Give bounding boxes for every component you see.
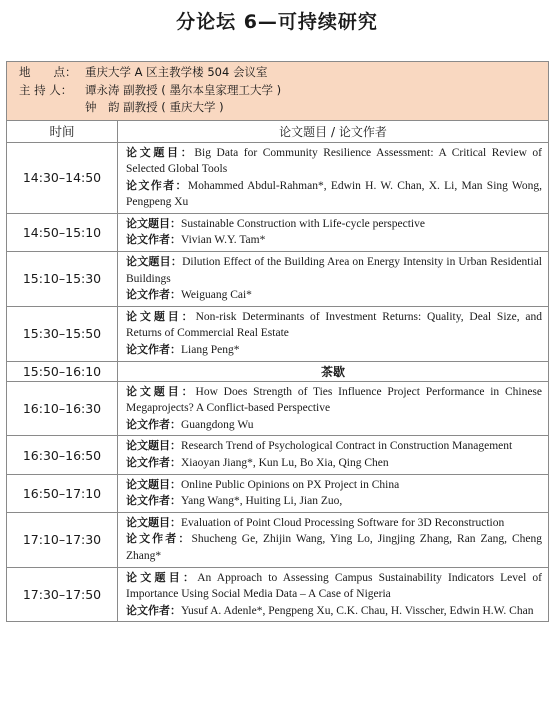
table-row [7, 512, 548, 567]
paper-author-label: 论文作者： [126, 288, 181, 302]
paper-cell [118, 252, 549, 307]
table-row [7, 142, 548, 213]
paper-author-line [126, 178, 542, 211]
paper-title-line [126, 438, 542, 455]
paper-cell [118, 567, 549, 621]
paper-title-label: 论文题目： [126, 255, 183, 269]
paper-cell [118, 213, 549, 251]
paper-cell [118, 512, 549, 567]
paper-author-label: 论文作者： [126, 343, 181, 357]
paper-title-line [126, 145, 542, 178]
paper-title: Online Public Opinions on PX Project in China [181, 478, 400, 491]
paper-title: Sustainable Construction with Life-cycle perspective [181, 217, 425, 230]
session-time: 15:10–15:30 [7, 252, 118, 307]
session-time: 17:10–17:30 [7, 512, 118, 567]
schedule-sheet [6, 61, 549, 622]
paper-author-line [126, 287, 542, 304]
session-time: 16:10–16:30 [7, 381, 118, 436]
paper-title-line [126, 254, 542, 287]
session-time: 16:30–16:50 [7, 436, 118, 474]
location-row [19, 64, 542, 82]
paper-author-line [126, 455, 542, 472]
table-row [7, 361, 548, 381]
session-time: 17:30–17:50 [7, 567, 118, 621]
paper-title: Big Data for Community Resilience Assessment: A Critical Review of Selected Global Tools [126, 146, 542, 176]
paper-title: Dilution Effect of the Building Area on Energy Intensity in Urban Residential Buildings [126, 256, 542, 285]
paper-author-label: 论文作者： [126, 233, 181, 247]
paper-title-line [126, 216, 542, 233]
table-header-row [7, 121, 548, 143]
paper-title: Research Trend of Psychological Contract in Construction Management [181, 440, 513, 453]
session-time: 15:30–15:50 [7, 306, 118, 361]
paper-cell [118, 381, 549, 436]
paper-title-label: 论文题目： [126, 216, 181, 230]
header-topic: 论文题目 / 论文作者 [118, 121, 549, 143]
paper-title-line [126, 477, 542, 494]
paper-cell [118, 306, 549, 361]
paper-title-label: 论文题目： [126, 309, 196, 323]
paper-title-line [126, 570, 542, 603]
host-label: 主 持 人： [19, 82, 73, 97]
host-row-2 [19, 99, 542, 117]
paper-author-line [126, 417, 542, 434]
paper-authors: Liang Peng* [181, 344, 240, 357]
location-value: 重庆大学 A 区主教学楼 504 会议室 [85, 65, 268, 79]
tea-break: 茶歇 [118, 361, 549, 381]
table-row [7, 381, 548, 436]
paper-author-label: 论文作者： [126, 178, 188, 192]
table-row [7, 306, 548, 361]
header-time: 时间 [7, 121, 118, 143]
paper-authors: Mohammed Abdul-Rahman*, Edwin H. W. Chan, X. Li, Man Sing Wong, Pengpeng Xu [126, 179, 542, 209]
schedule-rows [7, 142, 548, 621]
paper-author-label: 论文作者： [126, 494, 181, 508]
paper-title-label: 论文题目： [126, 515, 181, 529]
paper-title: An Approach to Assessing Campus Sustainability Indicators Level of Importance Using Social Media Data – A Case of Nigeria [126, 571, 543, 601]
paper-title-line [126, 384, 542, 417]
paper-cell [118, 474, 549, 512]
paper-title-label: 论文题目： [126, 145, 195, 159]
session-time: 14:50–15:10 [7, 213, 118, 251]
paper-title-label: 论文题目： [126, 570, 198, 584]
session-time: 15:50–16:10 [7, 361, 118, 381]
paper-authors: Xiaoyan Jiang*, Kun Lu, Bo Xia, Qing Chen [181, 457, 389, 469]
table-row [7, 436, 548, 474]
paper-author-line [126, 493, 542, 510]
location-label: 地 点： [19, 65, 77, 79]
table-row [7, 567, 548, 621]
paper-title-label: 论文题目： [126, 439, 181, 453]
session-time: 14:30–14:50 [7, 142, 118, 213]
paper-author-label: 论文作者： [126, 532, 192, 546]
paper-title-line [126, 515, 542, 532]
paper-authors: Yusuf A. Adenle*, Pengpeng Xu, C.K. Chau, H. Visscher, Edwin H.W. Chan [181, 604, 534, 617]
paper-author-line [126, 342, 542, 359]
paper-authors: Weiguang Cai* [181, 289, 252, 302]
paper-title: Evaluation of Point Cloud Processing Software for 3D Reconstruction [181, 516, 505, 529]
schedule-table [7, 121, 548, 622]
session-info [7, 62, 548, 121]
host-row [19, 82, 542, 100]
paper-author-label: 论文作者： [126, 603, 181, 617]
page-title: 分论坛 6—可持续研究 [176, 11, 378, 33]
table-row [7, 213, 548, 251]
paper-title-line [126, 309, 542, 342]
host-2: 钟 韵 副教授 ( 重庆大学 ) [85, 100, 224, 114]
paper-title: Non-risk Determinants of Investment Returns: Quality, Deal Size, and Returns of Commercial Real Estate [126, 310, 542, 340]
paper-authors: Vivian W.Y. Tam* [181, 234, 266, 247]
host-1: 谭永涛 副教授 ( 墨尔本皇家理工大学 ) [85, 82, 282, 97]
paper-title: How Does Strength of Ties Influence Project Performance in Chinese Megaprojects? A Conflict-based Perspective [126, 385, 543, 415]
table-row [7, 474, 548, 512]
paper-title-label: 论文题目： [126, 477, 181, 491]
paper-author-line [126, 531, 542, 564]
paper-author-label: 论文作者： [126, 417, 181, 431]
table-row [7, 252, 548, 307]
paper-title-label: 论文题目： [126, 384, 196, 398]
paper-author-line [126, 232, 542, 249]
paper-author-label: 论文作者： [126, 456, 181, 469]
paper-cell [118, 142, 549, 213]
paper-authors: Shucheng Ge, Zhijin Wang, Ying Lo, Jingjing Zhang, Ran Zang, Cheng Zhang* [126, 533, 542, 562]
session-time: 16:50–17:10 [7, 474, 118, 512]
paper-authors: Yang Wang*, Huiting Li, Jian Zuo, [181, 495, 343, 508]
paper-cell [118, 436, 549, 474]
paper-author-line [126, 603, 542, 620]
paper-authors: Guangdong Wu [181, 418, 254, 431]
